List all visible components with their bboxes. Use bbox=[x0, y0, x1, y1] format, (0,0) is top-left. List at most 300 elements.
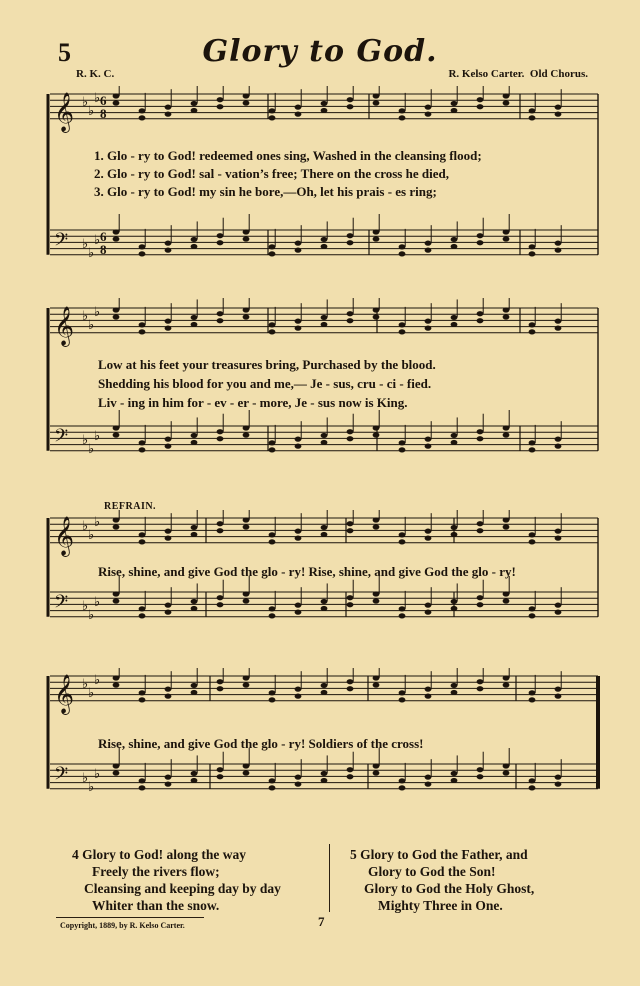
notehead bbox=[321, 237, 328, 242]
notehead bbox=[399, 778, 406, 783]
notehead bbox=[425, 319, 432, 324]
notehead bbox=[529, 785, 536, 790]
notehead bbox=[529, 322, 536, 327]
notehead bbox=[295, 694, 302, 699]
notehead bbox=[269, 115, 276, 120]
verse-line: Mighty Three in One. bbox=[378, 898, 503, 913]
notehead bbox=[295, 603, 302, 608]
notehead bbox=[269, 322, 276, 327]
time-signature: 8 bbox=[100, 242, 107, 257]
notehead bbox=[503, 425, 510, 430]
verse-line: Freely the rivers flow; bbox=[92, 864, 220, 879]
notehead bbox=[503, 307, 510, 312]
notehead bbox=[529, 251, 536, 256]
notehead bbox=[191, 525, 198, 530]
hymn-number: 5 bbox=[58, 38, 71, 67]
notehead bbox=[425, 603, 432, 608]
notehead bbox=[217, 774, 224, 779]
lyric-line-verse-1: 1. Glo - ry to God! redeemed ones sing, Washed in the cleansing flood; bbox=[94, 148, 482, 163]
notehead bbox=[321, 440, 328, 445]
notehead bbox=[451, 433, 458, 438]
notehead bbox=[165, 112, 172, 117]
notehead bbox=[555, 610, 562, 615]
notehead bbox=[243, 591, 250, 596]
notehead bbox=[451, 108, 458, 113]
lyric-line-refrain: Rise, shine, and give God the glo - ry! Rise, shine, and give God the glo - ry! bbox=[98, 564, 516, 579]
notehead bbox=[243, 100, 250, 105]
notehead bbox=[529, 532, 536, 537]
flat-sign-icon: ♭ bbox=[82, 519, 89, 534]
notehead bbox=[113, 100, 120, 105]
notehead bbox=[477, 318, 484, 323]
notehead bbox=[191, 683, 198, 688]
time-signature: 8 bbox=[100, 106, 107, 121]
lyric-line-verse-1: Low at his feet your treasures bring, Purchased by the blood. bbox=[98, 357, 436, 372]
notehead bbox=[555, 775, 562, 780]
notehead bbox=[399, 690, 406, 695]
notehead bbox=[529, 115, 536, 120]
notehead bbox=[399, 329, 406, 334]
notehead bbox=[373, 517, 380, 522]
notehead bbox=[243, 682, 250, 687]
notehead bbox=[555, 241, 562, 246]
notehead bbox=[399, 539, 406, 544]
verse-line: Cleansing and keeping day by day bbox=[84, 881, 281, 896]
music-credit bbox=[448, 68, 588, 80]
notehead bbox=[503, 682, 510, 687]
notehead bbox=[399, 785, 406, 790]
notehead bbox=[191, 108, 198, 113]
notehead bbox=[217, 686, 224, 691]
notehead bbox=[399, 322, 406, 327]
notehead bbox=[425, 105, 432, 110]
lyric-line-verse-3: 3. Glo - ry to God! my sin he bore,—Oh, let his prais - es ring; bbox=[94, 184, 437, 199]
notehead bbox=[113, 236, 120, 241]
flat-sign-icon: ♭ bbox=[94, 91, 101, 106]
notehead bbox=[529, 244, 536, 249]
notehead bbox=[217, 240, 224, 245]
flat-sign-icon: ♭ bbox=[94, 515, 101, 530]
notehead bbox=[113, 682, 120, 687]
notehead bbox=[217, 679, 224, 684]
notehead bbox=[477, 679, 484, 684]
notehead bbox=[451, 683, 458, 688]
flat-sign-icon: ♭ bbox=[94, 429, 101, 444]
notehead bbox=[555, 782, 562, 787]
notehead bbox=[269, 697, 276, 702]
notehead bbox=[399, 244, 406, 249]
notehead bbox=[113, 314, 120, 319]
flat-sign-icon: ♭ bbox=[88, 442, 95, 457]
notehead bbox=[217, 521, 224, 526]
flat-sign-icon: ♭ bbox=[88, 528, 95, 543]
treble-clef-icon: 𝄞 bbox=[54, 91, 75, 132]
notehead bbox=[191, 101, 198, 106]
notehead bbox=[373, 763, 380, 768]
notehead bbox=[529, 539, 536, 544]
tune-source: Old Chorus. bbox=[529, 68, 588, 80]
notehead bbox=[243, 763, 250, 768]
flat-sign-icon: ♭ bbox=[82, 433, 89, 448]
notehead bbox=[165, 326, 172, 331]
notehead bbox=[295, 112, 302, 117]
notehead bbox=[243, 307, 250, 312]
lyric-line-verse-2: Shedding his blood for you and me,— Je - sus, cru - ci - fied. bbox=[98, 376, 432, 391]
notehead bbox=[503, 763, 510, 768]
notehead bbox=[425, 326, 432, 331]
notehead bbox=[347, 104, 354, 109]
notehead bbox=[295, 610, 302, 615]
notehead bbox=[139, 244, 146, 249]
notehead bbox=[217, 104, 224, 109]
notehead bbox=[347, 767, 354, 772]
notehead bbox=[243, 598, 250, 603]
notehead bbox=[399, 440, 406, 445]
notehead bbox=[451, 101, 458, 106]
flat-sign-icon: ♭ bbox=[82, 677, 89, 692]
notehead bbox=[269, 690, 276, 695]
notehead bbox=[191, 778, 198, 783]
notehead bbox=[373, 591, 380, 596]
notehead bbox=[555, 105, 562, 110]
notehead bbox=[373, 524, 380, 529]
notehead bbox=[321, 322, 328, 327]
notehead bbox=[113, 517, 120, 522]
notehead bbox=[321, 606, 328, 611]
notehead bbox=[191, 315, 198, 320]
bass-clef-icon: 𝄢 bbox=[54, 591, 69, 617]
notehead bbox=[269, 778, 276, 783]
treble-clef-icon: 𝄞 bbox=[54, 305, 75, 346]
notehead bbox=[555, 319, 562, 324]
notehead bbox=[321, 771, 328, 776]
notehead bbox=[191, 244, 198, 249]
notehead bbox=[477, 436, 484, 441]
notehead bbox=[217, 528, 224, 533]
notehead bbox=[113, 432, 120, 437]
lyric-line-refrain: Rise, shine, and give God the glo - ry! Soldiers of the cross! bbox=[98, 736, 424, 751]
notehead bbox=[555, 687, 562, 692]
flat-sign-icon: ♭ bbox=[94, 233, 101, 248]
notehead bbox=[347, 528, 354, 533]
notehead bbox=[217, 595, 224, 600]
notehead bbox=[243, 770, 250, 775]
notehead bbox=[477, 521, 484, 526]
notehead bbox=[139, 613, 146, 618]
notehead bbox=[451, 771, 458, 776]
notehead bbox=[191, 606, 198, 611]
notehead bbox=[503, 432, 510, 437]
notehead bbox=[139, 251, 146, 256]
notehead bbox=[503, 93, 510, 98]
notehead bbox=[451, 778, 458, 783]
treble-clef-icon: 𝄞 bbox=[54, 515, 75, 556]
notehead bbox=[373, 770, 380, 775]
notehead bbox=[373, 425, 380, 430]
time-signature: 6 bbox=[100, 93, 107, 108]
notehead bbox=[139, 606, 146, 611]
flat-sign-icon: ♭ bbox=[82, 309, 89, 324]
notehead bbox=[529, 447, 536, 452]
notehead bbox=[399, 251, 406, 256]
notehead bbox=[269, 108, 276, 113]
music-system-2 bbox=[46, 298, 602, 478]
notehead bbox=[529, 329, 536, 334]
notehead bbox=[555, 694, 562, 699]
notehead bbox=[477, 233, 484, 238]
notehead bbox=[113, 770, 120, 775]
notehead bbox=[191, 440, 198, 445]
notehead bbox=[113, 229, 120, 234]
flat-sign-icon: ♭ bbox=[94, 673, 101, 688]
notehead bbox=[165, 529, 172, 534]
notehead bbox=[113, 93, 120, 98]
music-system-1 bbox=[46, 86, 602, 276]
notehead bbox=[321, 599, 328, 604]
notehead bbox=[477, 595, 484, 600]
notehead bbox=[347, 318, 354, 323]
notehead bbox=[347, 97, 354, 102]
notehead bbox=[165, 248, 172, 253]
notehead bbox=[425, 248, 432, 253]
verse-line: Whiter than the snow. bbox=[92, 898, 220, 913]
notehead bbox=[295, 248, 302, 253]
notehead bbox=[295, 529, 302, 534]
notehead bbox=[243, 236, 250, 241]
notehead bbox=[451, 244, 458, 249]
notehead bbox=[503, 675, 510, 680]
notehead bbox=[451, 690, 458, 695]
notehead bbox=[269, 532, 276, 537]
extra-verse-5 bbox=[350, 846, 534, 914]
notehead bbox=[217, 767, 224, 772]
flat-sign-icon: ♭ bbox=[88, 318, 95, 333]
notehead bbox=[529, 613, 536, 618]
notehead bbox=[243, 432, 250, 437]
flat-sign-icon: ♭ bbox=[94, 595, 101, 610]
flat-sign-icon: ♭ bbox=[94, 767, 101, 782]
notehead bbox=[373, 93, 380, 98]
notehead bbox=[373, 598, 380, 603]
notehead bbox=[113, 763, 120, 768]
notehead bbox=[139, 532, 146, 537]
notehead bbox=[529, 697, 536, 702]
notehead bbox=[347, 602, 354, 607]
notehead bbox=[555, 444, 562, 449]
notehead bbox=[191, 599, 198, 604]
verse-line: Glory to God the Holy Ghost, bbox=[364, 881, 535, 896]
notehead bbox=[425, 782, 432, 787]
notehead bbox=[347, 240, 354, 245]
notehead bbox=[243, 517, 250, 522]
page-number: 7 bbox=[318, 914, 325, 929]
notehead bbox=[321, 690, 328, 695]
notehead bbox=[347, 521, 354, 526]
notehead bbox=[217, 233, 224, 238]
hymn-title: Glory to God. bbox=[202, 34, 438, 69]
flat-sign-icon: ♭ bbox=[88, 608, 95, 623]
notehead bbox=[269, 329, 276, 334]
notehead bbox=[477, 240, 484, 245]
notehead bbox=[373, 432, 380, 437]
notehead bbox=[425, 437, 432, 442]
notehead bbox=[243, 229, 250, 234]
notehead bbox=[373, 229, 380, 234]
notehead bbox=[217, 436, 224, 441]
notehead bbox=[139, 697, 146, 702]
notehead bbox=[321, 101, 328, 106]
notehead bbox=[269, 251, 276, 256]
notehead bbox=[269, 244, 276, 249]
notehead bbox=[503, 770, 510, 775]
notehead bbox=[425, 444, 432, 449]
notehead bbox=[503, 517, 510, 522]
notehead bbox=[503, 236, 510, 241]
notehead bbox=[243, 524, 250, 529]
notehead bbox=[347, 774, 354, 779]
notehead bbox=[321, 532, 328, 537]
verse-line: 5 Glory to God the Father, and bbox=[350, 847, 528, 862]
notehead bbox=[217, 602, 224, 607]
flat-sign-icon: ♭ bbox=[88, 686, 95, 701]
notehead bbox=[347, 233, 354, 238]
notehead bbox=[139, 690, 146, 695]
notehead bbox=[191, 237, 198, 242]
notehead bbox=[113, 425, 120, 430]
notehead bbox=[503, 314, 510, 319]
notehead bbox=[347, 436, 354, 441]
notehead bbox=[321, 778, 328, 783]
bass-clef-icon: 𝄢 bbox=[54, 425, 69, 451]
notehead bbox=[529, 690, 536, 695]
verse-line: 4 Glory to God! along the way bbox=[72, 847, 246, 862]
notehead bbox=[165, 536, 172, 541]
notehead bbox=[165, 319, 172, 324]
composer: R. Kelso Carter. bbox=[448, 68, 525, 80]
notehead bbox=[269, 613, 276, 618]
notehead bbox=[295, 326, 302, 331]
notehead bbox=[477, 429, 484, 434]
notehead bbox=[503, 229, 510, 234]
flat-sign-icon: ♭ bbox=[88, 780, 95, 795]
notehead bbox=[295, 437, 302, 442]
lyric-line-verse-2: 2. Glo - ry to God! sal - vation’s free; There on the cross he died, bbox=[94, 166, 449, 181]
notehead bbox=[477, 104, 484, 109]
lyric-line-verse-3: Liv - ing in him for - ev - er - more, Je - sus now is King. bbox=[98, 395, 408, 410]
notehead bbox=[243, 93, 250, 98]
notehead bbox=[477, 774, 484, 779]
notehead bbox=[555, 529, 562, 534]
notehead bbox=[295, 782, 302, 787]
notehead bbox=[139, 785, 146, 790]
notehead bbox=[139, 115, 146, 120]
notehead bbox=[295, 687, 302, 692]
notehead bbox=[347, 429, 354, 434]
notehead bbox=[165, 694, 172, 699]
notehead bbox=[113, 675, 120, 680]
flat-sign-icon: ♭ bbox=[88, 246, 95, 261]
notehead bbox=[477, 602, 484, 607]
verse-divider bbox=[329, 844, 330, 912]
notehead bbox=[295, 105, 302, 110]
notehead bbox=[529, 440, 536, 445]
notehead bbox=[503, 100, 510, 105]
notehead bbox=[451, 322, 458, 327]
notehead bbox=[139, 329, 146, 334]
time-signature: 6 bbox=[100, 229, 107, 244]
notehead bbox=[529, 606, 536, 611]
notehead bbox=[295, 536, 302, 541]
notehead bbox=[503, 598, 510, 603]
notehead bbox=[165, 603, 172, 608]
notehead bbox=[529, 778, 536, 783]
notehead bbox=[191, 322, 198, 327]
notehead bbox=[295, 444, 302, 449]
flat-sign-icon: ♭ bbox=[82, 95, 89, 110]
notehead bbox=[373, 675, 380, 680]
flat-sign-icon: ♭ bbox=[88, 104, 95, 119]
flat-sign-icon: ♭ bbox=[82, 771, 89, 786]
notehead bbox=[555, 437, 562, 442]
notehead bbox=[347, 679, 354, 684]
copyright-notice: Copyright, 1889, by R. Kelso Carter. bbox=[60, 921, 185, 930]
notehead bbox=[425, 529, 432, 534]
notehead bbox=[503, 591, 510, 596]
music-system-3 bbox=[46, 510, 602, 640]
notehead bbox=[321, 683, 328, 688]
notehead bbox=[217, 429, 224, 434]
notehead bbox=[347, 311, 354, 316]
notehead bbox=[503, 524, 510, 529]
notehead bbox=[269, 606, 276, 611]
notehead bbox=[425, 775, 432, 780]
notehead bbox=[425, 694, 432, 699]
notehead bbox=[477, 311, 484, 316]
notehead bbox=[555, 112, 562, 117]
flat-sign-icon: ♭ bbox=[82, 237, 89, 252]
notehead bbox=[425, 687, 432, 692]
refrain-label: REFRAIN. bbox=[104, 501, 157, 512]
notehead bbox=[269, 447, 276, 452]
notehead bbox=[191, 690, 198, 695]
notehead bbox=[321, 525, 328, 530]
notehead bbox=[555, 536, 562, 541]
notehead bbox=[295, 241, 302, 246]
notehead bbox=[139, 322, 146, 327]
treble-clef-icon: 𝄞 bbox=[54, 673, 75, 714]
notehead bbox=[425, 610, 432, 615]
footer-rule bbox=[56, 917, 204, 918]
notehead bbox=[451, 237, 458, 242]
notehead bbox=[477, 686, 484, 691]
notehead bbox=[555, 326, 562, 331]
notehead bbox=[139, 440, 146, 445]
notehead bbox=[399, 613, 406, 618]
notehead bbox=[113, 591, 120, 596]
notehead bbox=[399, 606, 406, 611]
notehead bbox=[347, 686, 354, 691]
notehead bbox=[113, 524, 120, 529]
notehead bbox=[243, 425, 250, 430]
notehead bbox=[425, 241, 432, 246]
notehead bbox=[113, 598, 120, 603]
notehead bbox=[243, 675, 250, 680]
notehead bbox=[399, 447, 406, 452]
notehead bbox=[373, 100, 380, 105]
words-credit: R. K. C. bbox=[76, 68, 115, 80]
notehead bbox=[113, 307, 120, 312]
notehead bbox=[165, 105, 172, 110]
